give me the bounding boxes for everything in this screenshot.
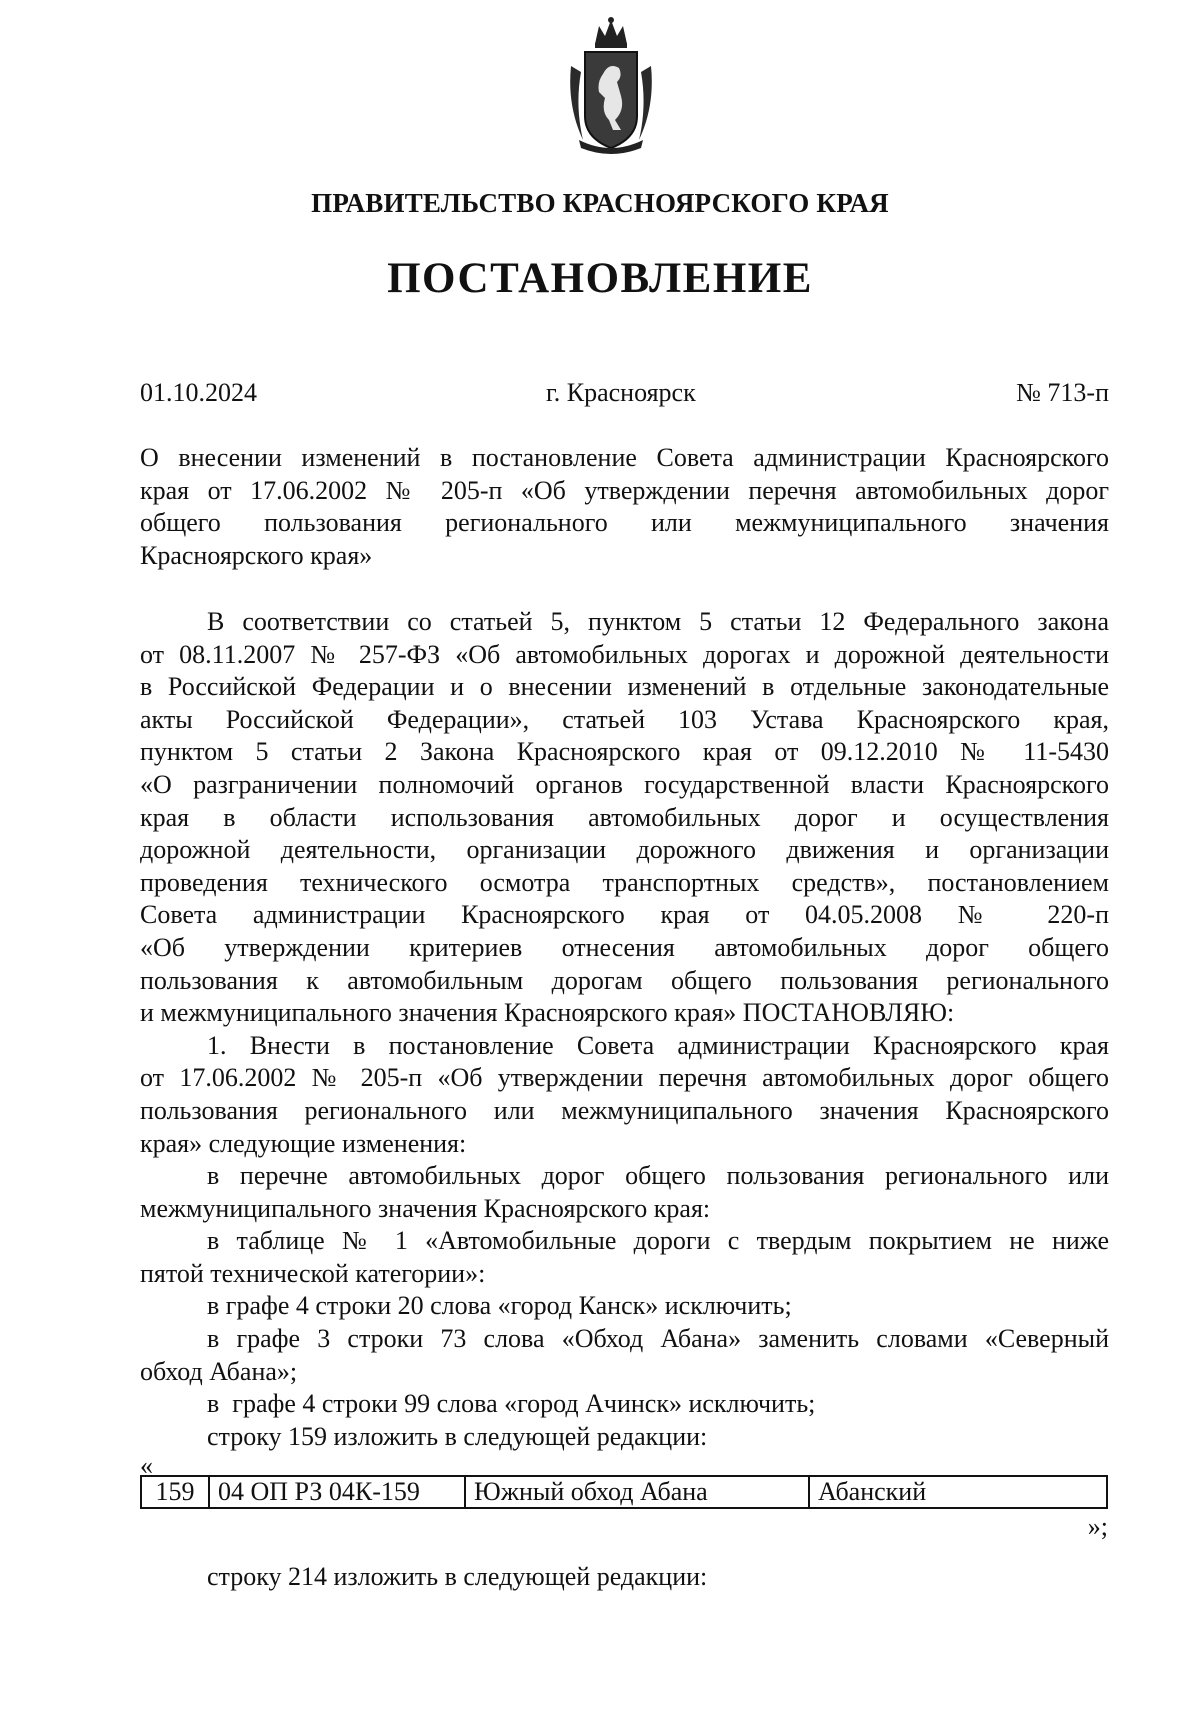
quote-open: « (140, 1451, 153, 1480)
government-name: ПРАВИТЕЛЬСТВО КРАСНОЯРСКОГО КРАЯ (311, 188, 889, 218)
quote-close: »; (1087, 1512, 1108, 1541)
document-subject (140, 442, 1109, 572)
cell-number: 159 (141, 1476, 209, 1508)
document-date: 01.10.2024 (140, 378, 257, 407)
subject-line: края от 17.06.2002 № 205-п «Об утверждении перечня автомобильных дорог (140, 475, 1109, 505)
document-body (140, 606, 1109, 1453)
preamble-line: в Российской Федерации и о внесении изменений в отдельные законодательные (140, 672, 1109, 702)
change-row-73-line: в графе 3 строки 73 слова «Обход Абана» заменить словами «Северный (207, 1324, 1109, 1354)
row-214-intro: строку 214 изложить в следующей редакции: (207, 1562, 708, 1591)
preamble-line: пунктом 5 статьи 2 Закона Красноярского края от 09.12.2010 № 11-5430 (140, 737, 1109, 767)
subject-line: общего пользования регионального или межмуниципального значения (140, 508, 1109, 538)
change-row-99: в графе 4 строки 99 слова «город Ачинск» исключить; (207, 1389, 816, 1419)
preamble-line: дорожной деятельности, организации дорожного движения и организации (140, 835, 1109, 865)
list-intro-line: в перечне автомобильных дорог общего пользования регионального или (207, 1161, 1109, 1191)
preamble-line: и межмуниципального значения Красноярского края» ПОСТАНОВЛЯЮ: (140, 998, 955, 1028)
item-1-line: от 17.06.2002 № 205-п «Об утверждении перечня автомобильных дорог общего (140, 1063, 1109, 1093)
document-number: № 713-п (1016, 378, 1109, 407)
table-ref-line: пятой технической категории»: (140, 1258, 486, 1288)
coat-of-arms-emblem (565, 16, 657, 156)
table-row (141, 1476, 1107, 1508)
preamble-line: «О разграничении полномочий органов государственной власти Красноярского (140, 769, 1109, 799)
cell-code: 04 ОП РЗ 04К-159 (209, 1476, 465, 1508)
change-row-20: в графе 4 строки 20 слова «город Канск» исключить; (207, 1291, 792, 1321)
cell-district: Абанский (809, 1476, 1107, 1508)
preamble-line: акты Российской Федерации», статьей 103 Устава Красноярского края, (140, 704, 1109, 734)
document-city: г. Красноярск (546, 378, 696, 407)
preamble-line: В соответствии со статьей 5, пунктом 5 статьи 12 Федерального закона (207, 607, 1109, 636)
row-159-intro: строку 159 изложить в следующей редакции: (207, 1421, 708, 1451)
subject-line: Красноярского края» (140, 540, 373, 570)
row-159-table (140, 1475, 1108, 1509)
item-1-line: 1. Внести в постановление Совета администрации Красноярского края (207, 1030, 1109, 1060)
list-intro-line: межмуниципального значения Красноярского края: (140, 1193, 711, 1223)
item-1-line: пользования регионального или межмуниципального значения Красноярского (140, 1095, 1109, 1125)
preamble-line: Совета администрации Красноярского края от 04.05.2008 № 220-п (140, 900, 1109, 930)
preamble-line: «Об утверждении критериев отнесения автомобильных дорог общего (140, 932, 1109, 962)
cell-road-name: Южный обход Абана (465, 1476, 809, 1508)
subject-line: О внесении изменений в постановление Совета администрации Красноярского (140, 443, 1109, 472)
change-row-73-line: обход Абана»; (140, 1356, 298, 1386)
document-type: ПОСТАНОВЛЕНИЕ (387, 255, 813, 302)
preamble-line: края в области использования автомобильных дорог и осуществления (140, 802, 1109, 832)
preamble-line: пользования к автомобильным дорогам общего пользования регионального (140, 965, 1109, 995)
item-1-line: края» следующие изменения: (140, 1128, 467, 1158)
table-ref-line: в таблице № 1 «Автомобильные дороги с твердым покрытием не ниже (207, 1226, 1109, 1256)
preamble-line: от 08.11.2007 № 257-ФЗ «Об автомобильных дорогах и дорожной деятельности (140, 639, 1109, 669)
preamble-line: проведения технического осмотра транспортных средств», постановлением (140, 867, 1109, 897)
